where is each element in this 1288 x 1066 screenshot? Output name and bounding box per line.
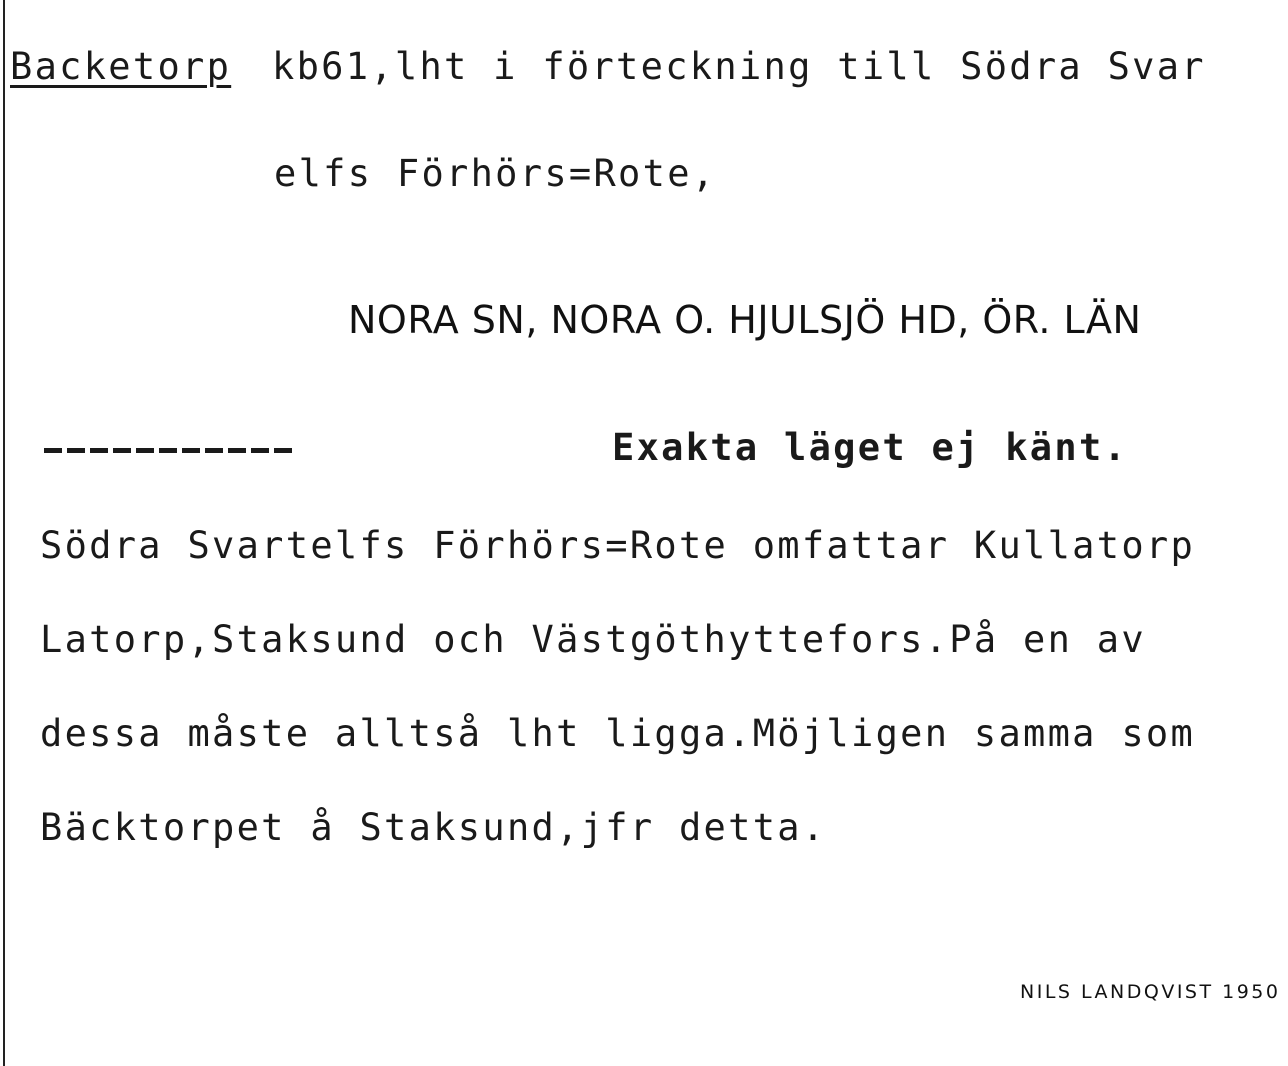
dash-separator — [44, 448, 296, 453]
parish-district-stamp: NORA SN, NORA O. HJULSJÖ HD, ÖR. LÄN — [348, 298, 1142, 342]
body-line-1: Södra Svartelfs Förhörs=Rote omfattar Kullatorp — [40, 524, 1196, 567]
reference-line-2: elfs Förhörs=Rote, — [274, 152, 717, 195]
author-signature: NILS LANDQVIST 1950 — [1020, 981, 1281, 1003]
body-line-4: Bäcktorpet å Staksund,jfr detta. — [40, 806, 827, 849]
card-left-edge — [3, 0, 5, 1066]
body-line-2: Latorp,Staksund och Västgöthyttefors.På en av — [40, 618, 1146, 661]
body-line-3: dessa måste alltså lht ligga.Möjligen samma som — [40, 712, 1196, 755]
location-status: Exakta läget ej känt. — [612, 426, 1129, 469]
place-name-heading: Backetorp — [10, 45, 232, 88]
reference-line-1: kb61,lht i förteckning till Södra Svar — [272, 45, 1206, 88]
